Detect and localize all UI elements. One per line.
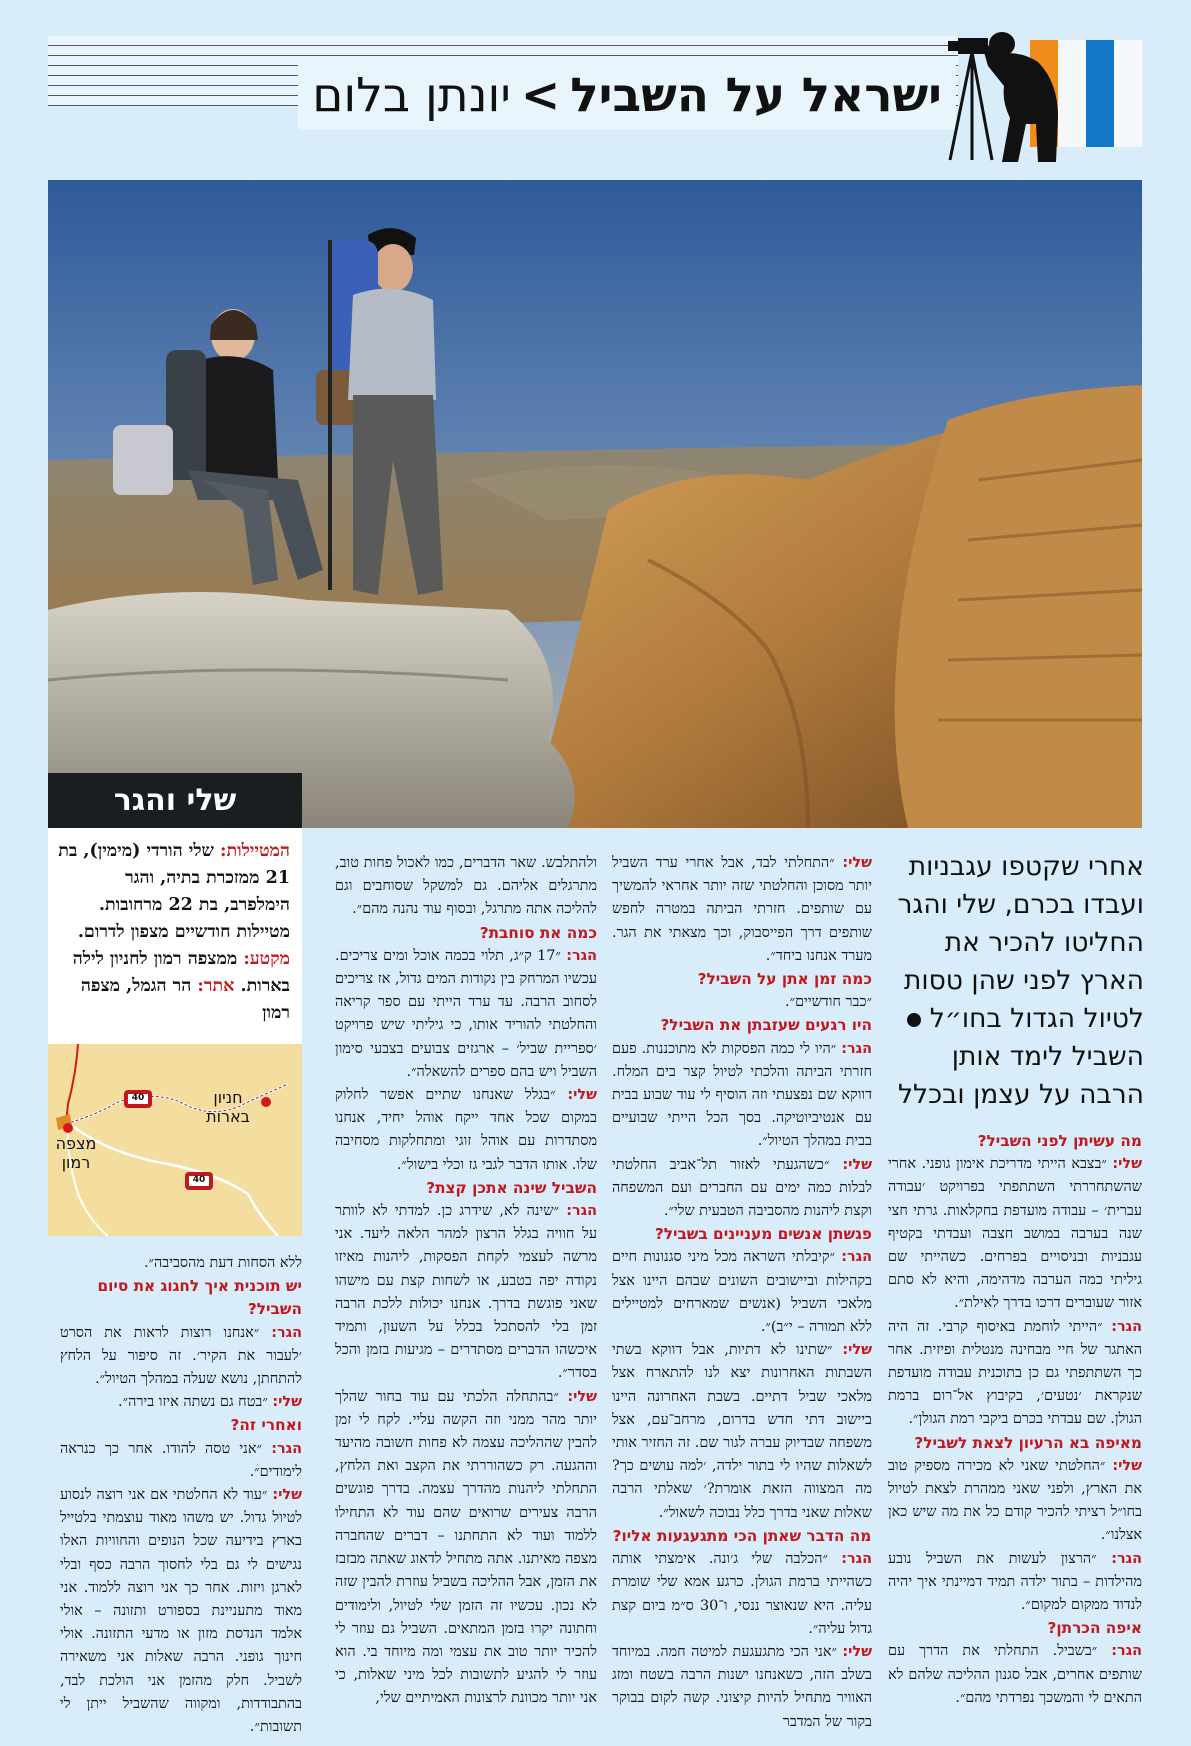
answer-text: ״שתינו לא דתיות, אבל דווקא בשתי השבתות האחרונות יצא לנו להתארח אצל מלאכי שביל דתיים. בשבת האחרונה היינו ביישוב דתי חדש בדרום, מרחב־עם, אצל משפחה שבדיוק עברה לגור שם. זה החזיר אותי לשאלות שהיו לי בתור ילדה, ׳למה עושים כך? מה המצווה הזאת אומרת?׳ שאלתי הרבה שאלות שאני בדרך כלל נבוכה לשאול״. — [612, 1342, 872, 1521]
author-name: יונתן בלום — [312, 68, 511, 123]
interview-answer — [60, 1484, 302, 1739]
bullet-dot-icon — [907, 1013, 921, 1027]
interview-answer — [888, 1548, 1142, 1618]
answer-text: ״התחלתי לבד, אבל אחרי ערד השביל יותר מסוכן והחלטתי שזה יותר אחראי להמשיך עם שותפים. חזרתי הביתה במטרה לחפש שותפים דרך הפייסבוק, וכך מצאתי את הגר. מערד אנחנו ביחד״. — [612, 855, 872, 964]
speaker-name: שלי: — [842, 1342, 872, 1359]
intro-text-2: השביל לימד אותן הרבה על עצמן ובכלל — [897, 1041, 1144, 1110]
interview-question: מה הדבר שאתן הכי מתגעגעות אליו? — [612, 1526, 872, 1545]
speaker-name: שלי: — [1112, 1457, 1142, 1474]
text-column-1 — [60, 1252, 302, 1739]
speaker-name: שלי: — [842, 855, 872, 871]
stripe-blue — [1086, 40, 1114, 147]
interview-answer — [612, 1339, 872, 1525]
page-title — [298, 58, 956, 130]
answer-text: ״אנחנו רוצות לראות את הסרט ׳לעבור את הקיר׳. זה סיפור על הלחץ להתחתן, נושא שעלה במהלך הטיול״. — [60, 1324, 302, 1388]
interview-answer — [612, 852, 872, 968]
interview-answer — [888, 1640, 1142, 1710]
site-text: הר הגמל, מצפה רמון — [80, 976, 290, 1023]
text-column-4 — [888, 1130, 1142, 1710]
map-label-mitzpe-ramon: מצפה רמון — [55, 1134, 97, 1172]
answer-text: ״בצבא הייתי מדריכת אימון גופני. אחרי שהשתחררתי השתתפתי בפרויקט ׳עבודה עברית׳ – עבודה מועדפת בחקלאות. גרתי חצי שנה בערבה במושב חצבה ועבדתי בקטיף עגבניות ובניסויים בפרחים. כשהייתי שם גיליתי כמה הערבה מדהימה, והיא לא סתם אזור שעוברים דרכו בדרך לאילת״. — [888, 1156, 1142, 1312]
interview-answer — [612, 1038, 872, 1154]
series-title: ישראל על השביל — [570, 68, 942, 123]
interview-answer — [335, 1200, 597, 1386]
answer-text: ״שינה לא, שידרג כן. למדתי לא לוותר על חוויה בגלל הרצון למהר הלאה ליעד. אני מרשה לעצמי לקחת הפסקות, ליהנות מאיזו נקודה יפה בטבע, או לשחות קצת עם מישהו שאני פוגשת בדרך. אנחנו יכולות ללכת הרבה זמן בלי להסתכל בכלל על השעון, ותמיד איכשהו הדברים מסתדרים – מגיעות בזמן והכל בסדר״. — [335, 1203, 597, 1382]
text-column-3 — [612, 852, 872, 1734]
interview-answer — [612, 1246, 872, 1339]
speaker-name: הגר: — [1111, 1550, 1142, 1567]
interview-answer — [60, 1438, 302, 1484]
intro-lead — [894, 848, 1144, 1114]
speaker-name: שלי: — [1112, 1156, 1142, 1173]
interview-question: יש תוכנית איך לחגוג את סיום השביל? — [97, 1277, 302, 1319]
photo-caption: שלי והגר — [48, 773, 302, 828]
answer-text: ״בטח גם נשתה איזו בירה״. — [118, 1394, 268, 1411]
interview-question: איפה הכרתן? — [1047, 1619, 1142, 1638]
speaker-name: שלי: — [842, 1156, 873, 1173]
interview-answer — [335, 1084, 597, 1177]
route-map — [48, 1044, 302, 1236]
speaker-name: הגר: — [271, 1324, 302, 1341]
answer-text: ללא הסחות דעת מהסביבה״. — [143, 1255, 302, 1271]
answer-text: ״החלטתי שאני לא מכירה מספיק טוב את הארץ, ולפני שאני ממהרת לצאת לטיול בחו״ל רציתי להכיר קודם כל את מה שיש כאן אצלנו״. — [888, 1457, 1142, 1544]
answer-text: ״כשהגעתי לאזור תל־אביב החלטתי לבלות כמה ימים עם החברים ועם המשפחה וקצת ליהנות מהסביבה הטבעית שלי״. — [612, 1156, 872, 1220]
speaker-name: הגר: — [566, 1203, 598, 1220]
interview-answer — [60, 1322, 302, 1392]
interview-answer — [888, 1455, 1142, 1548]
travelers-label: המטיילות: — [220, 841, 290, 861]
interview-answer — [335, 852, 597, 922]
answer-text: ״הכלבה שלי ג׳ונה. אימצתי אותה כשהייתי ברמת הגולן. כרגע אמא שלי שומרת עליה. היא שנאוצר ננסי, ו־30 ס״מ ביום קצת גדול עליה״. — [612, 1551, 872, 1637]
speaker-name: הגר: — [271, 1440, 302, 1457]
interview-question: ואחרי זה? — [230, 1416, 302, 1435]
answer-text: ״עוד לא החלטתי אם אני רוצה לנסוע לטיול גדול. יש משהו מאוד עוצמתי בלטייל בארץ בידיעה שכל הנופים והחוויות האלו נגישים לי גם בלי לחסוך הרבה כסף ובלי לארגן ויזות. אחר כך אני רוצה ללמוד. אני מאוד מתעניינת בספורט ותזונה – אולי אלמד הנדסת מזון או מדעי התזונה. אולי חינוך גופני. הרבה שאלות אני משאירה לשביל. חלק מהזמן אני הולכת לבד, בהתבודדות, ומקווה שהשביל ייתן לי תשובות״. — [60, 1487, 302, 1736]
site-label: אתר: — [197, 976, 235, 996]
speaker-name: הגר: — [566, 947, 597, 964]
interview-answer — [612, 1641, 872, 1734]
photographer-with-tripod-icon — [940, 22, 1070, 162]
interview-answer — [612, 1154, 872, 1224]
map-road-label-2: 40 — [192, 1175, 206, 1185]
answer-text: ״בגלל שאנחנו שתיים אפשר לחלוק במקום שכל אחד ייקח אוהל יחיד, אנחנו מסתדרות עם אוהל זוגי ומתחלקות מסחיבה שלו. אותו הדבר לגבי גז וכלי בישול״. — [335, 1087, 597, 1173]
section-label: מקטע: — [243, 949, 290, 969]
speaker-name: הגר: — [841, 1249, 872, 1266]
hero-photo — [48, 180, 1142, 828]
interview-answer — [335, 945, 597, 1084]
speaker-name: שלי: — [567, 1087, 597, 1104]
speaker-name: הגר: — [841, 1040, 872, 1057]
speaker-name: הגר: — [1111, 1643, 1142, 1660]
interview-answer — [60, 1391, 302, 1414]
answer-text: ״כבר חודשיים״. — [785, 994, 872, 1011]
interview-answer — [612, 991, 872, 1014]
travelers-text: שלי הורדי (מימין), בת 21 ממזכרת בתיה, והגר הימלפרב, בת 22 מרחובות. מטיילות חודשיים מצפון לדרום. — [58, 841, 290, 942]
interview-answer — [888, 1316, 1142, 1432]
interview-question: כמה זמן אתן על השביל? — [697, 970, 872, 989]
answer-text: ״אני הכי מתגעגעת למיטה חמה. במיוחד בשלב הזה, כשאנחנו ישנות הרבה בשטח ומזג האוויר מתחיל להיות קיצוני. קשה לקום בבוקר בקור של המדבר — [612, 1643, 872, 1730]
section-text: ממצפה רמון לחניון לילה בארות. — [72, 949, 290, 996]
answer-text: ״אני טסה להודו. אחר כך כנראה לימודים״. — [60, 1440, 302, 1480]
speaker-name: שלי: — [567, 1388, 597, 1405]
info-box — [48, 828, 302, 1044]
speaker-name: שלי: — [272, 1394, 302, 1411]
interview-question: השביל שינה אתכן קצת? — [426, 1178, 597, 1197]
map-label-beerot: חניון בארות — [206, 1088, 250, 1126]
title-separator: > — [520, 68, 561, 123]
interview-question: כמה את סוחבת? — [479, 923, 597, 942]
stripe-light-2 — [1114, 40, 1142, 147]
interview-answer — [60, 1252, 302, 1275]
interview-question: מה עשיתן לפני השביל? — [977, 1132, 1142, 1150]
speaker-name: הגר: — [1111, 1318, 1142, 1335]
speaker-name: שלי: — [842, 1643, 872, 1660]
interview-question: היו רגעים שעזבתן את השביל? — [660, 1016, 872, 1035]
intro-text: אחרי שקטפו עגבניות ועבדו בכרם, שלי והגר החליטו להכיר את הארץ לפני שהן טסות לטיול הגדול בחו״ל — [897, 851, 1144, 1034]
interview-answer — [888, 1153, 1142, 1315]
interview-question: מאיפה בא הרעיון לצאת לשביל? — [914, 1433, 1142, 1452]
answer-text: ״היו לי כמה הפסקות לא מתוכננות. פעם חזרתי הביתה והלכתי לטיול קצר בים המלח. דווקא שם נפצעתי וזה הוסיף לי עוד שבוע בבית עם אנטיביוטיקה. בסך הכל הייתי שבועיים בבית במהלך הטיול״. — [612, 1040, 872, 1150]
answer-text: ״בהתחלה הלכתי עם עוד בחור שהלך יותר מהר ממני וזה הקשה עליי. לקח לי זמן להבין שההליכה עצמה לא פחות חשובה מהיעד וההגעה. רק כשהוררתי את הקצב ואת הלחץ, התחלתי ליהנות מהדרך עצמה. בדרך פוגשים הרבה צעירים שרואים שהם עוד לא התחילו ללמוד ועוד לא התחתנו – דברים שהחברה מצפה מאיתנו. אתה מתחיל לדאוג שאתה מבזבז את הזמן, אבל ההליכה בשביל עוזרת להבין שזה לא נכון. עכשיו זה הזמן שלי לטיול, ולימודים וחתונה יקרו בזמן המתאים. השביל גם עוזר לי להכיר יותר טוב את עצמי ומה מיוחד בי. הוא עוזר לי להגיע לתשובות לכל מיני שאלות, כי אני יותר מכוונת לרצונות האמיתיים שלי, — [335, 1388, 597, 1707]
answer-text: ״בשביל. התחלתי את הדרך עם שותפים אחרים, אבל סגנון ההליכה שלהם לא התאים לי והמשכך נפרדתי מהם״. — [888, 1643, 1142, 1706]
speaker-name: הגר: — [841, 1551, 872, 1568]
speaker-name: שלי: — [272, 1487, 302, 1504]
interview-question: פגשתן אנשים מעניינים בשביל? — [654, 1225, 872, 1244]
interview-answer — [612, 1548, 872, 1641]
answer-text: ולהתלבש. שאר הדברים, כמו לאכול פחות טוב, מתרגלים אליהם. גם למשקל שסוחבים וגם להליכה אתה מתרגל, ובסוף עוד נהנה מהם״. — [335, 855, 597, 918]
map-road-label: 40 — [131, 1093, 145, 1103]
text-column-2 — [335, 852, 597, 1711]
answer-text: ״הרצון לעשות את השביל נובע מהילדות – בתור ילדה תמיד דמיינתי איך יהיה לנדוד ממקום למקום״. — [888, 1550, 1142, 1614]
answer-text: ״הייתי לוחמת באיסוף קרבי. זה היה האתגר של חיי מבחינה מנטלית ופיזית. אחר כך השתתפתי גם כן בתוכנית עבודה מועדפת שנקראת ׳נטעים׳, בקיבוץ אל־רום ברמת הגולן. שם עבדתי בכרם ביקבי רמת הגולן״. — [888, 1318, 1142, 1428]
interview-answer — [335, 1386, 597, 1711]
answer-text: ״17 ק״ג, תלוי בכמה אוכל ומים צריכים. עכשיו המרחק בין נקודות המים גדול, אז צריכים לסחוב הרבה. עד ערד הייתי עם ספר קריאה והחלטתי להוריד אותו, כי גיליתי שיש פרויקט ׳ספריית שביל׳ – ארגזים צבועים בצבעי סימון השביל ויש בהם ספרים להשאלה״. — [335, 947, 597, 1080]
answer-text: ״קיבלתי השראה מכל מיני סגנונות חיים בקהילות וביישובים השונים שבהם היינו אצל מלאכי השביל (אנשים שמארחים למטיילים ללא תמורה – י״ב)״. — [612, 1249, 872, 1336]
